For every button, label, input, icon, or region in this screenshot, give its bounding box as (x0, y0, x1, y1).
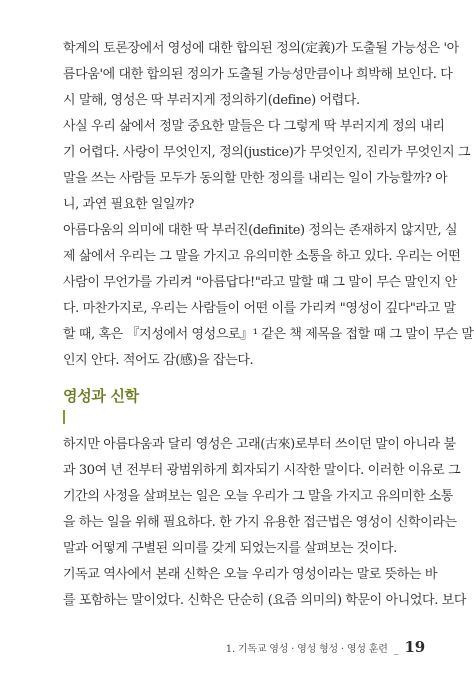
section-heading: 영성과 신학 (63, 387, 139, 405)
running-title: 1. 기독교 영성 · 영성 형성 · 영성 훈련 (225, 644, 388, 655)
body-line: 학계의 토론장에서 영성에 대한 합의된 정의(定義)가 도출될 가능성은 '아 (63, 41, 459, 56)
body-line: 기독교 역사에서 본래 신학은 오늘 우리가 영성이라는 말로 뜻하는 바 (63, 567, 438, 582)
body-line: 다. 마찬가지로, 우리는 사람들이 어떤 이를 가리켜 "영성이 깊다"라고 말 (63, 301, 456, 316)
body-line: 를 포함하는 말이었다. 신학은 단순히 (요즘 의미의) 학문이 아니었다. 보다 (63, 593, 466, 608)
body-line: 말을 쓰는 사람들 모두가 동의할 만한 정의를 내리는 일이 가능할까? 아 (63, 171, 448, 186)
body-line: 시 말해, 영성은 딱 부러지게 정의하기(define) 어렵다. (63, 93, 360, 108)
body-line: 할 때, 혹은 『지성에서 영성으로』¹ 같은 책 제목을 접할 때 그 말이 무슨 말 (63, 327, 474, 342)
page-footer (226, 638, 425, 656)
body-line: 제 삶에서 우리는 그 말을 가지고 유의미한 소통을 하고 있다. 우리는 어떤 (63, 249, 461, 264)
body-line: 을 하는 일을 위해 필요하다. 한 가지 유용한 접근법은 영성이 신학이라는 (63, 515, 457, 530)
footer-separator: _ (393, 644, 399, 655)
page-number: 19 (404, 638, 425, 656)
heading-divider (63, 410, 65, 424)
body-line: 사실 우리 삶에서 정말 중요한 말들은 다 그렇게 딱 부러지게 정의 내리 (63, 119, 445, 134)
body-line: 과 30여 년 전부터 광범위하게 회자되기 시작한 말이다. 이러한 이유로 그 (63, 463, 461, 478)
body-line: 기간의 사정을 살펴보는 일은 오늘 우리가 그 말을 가지고 유의미한 소통 (63, 489, 453, 504)
body-line: 름다움'에 대한 합의된 정의가 도출될 가능성만큼이나 희박해 보인다. 다 (63, 67, 453, 82)
body-line: 사람이 무언가를 가리켜 "아름답다!"라고 말할 때 그 말이 무슨 말인지 안 (63, 275, 457, 290)
body-line: 하지만 아름다움과 달리 영성은 고래(古來)로부터 쓰이던 말이 아니라 불 (63, 437, 456, 452)
body-line: 니, 과연 필요한 일일까? (63, 197, 194, 212)
body-line: 인지 안다. 적어도 감(感)을 잡는다. (63, 353, 254, 368)
body-line: 말과 어떻게 구별된 의미를 갖게 되었는지를 살펴보는 것이다. (63, 541, 397, 556)
body-line: 아름다움의 의미에 대한 딱 부러진(definite) 정의는 존재하지 않지만, 실 (63, 223, 458, 238)
body-line: 기 어렵다. 사랑이 무엇인지, 정의(justice)가 무엇인지, 진리가 무엇인지 그 (63, 145, 471, 160)
